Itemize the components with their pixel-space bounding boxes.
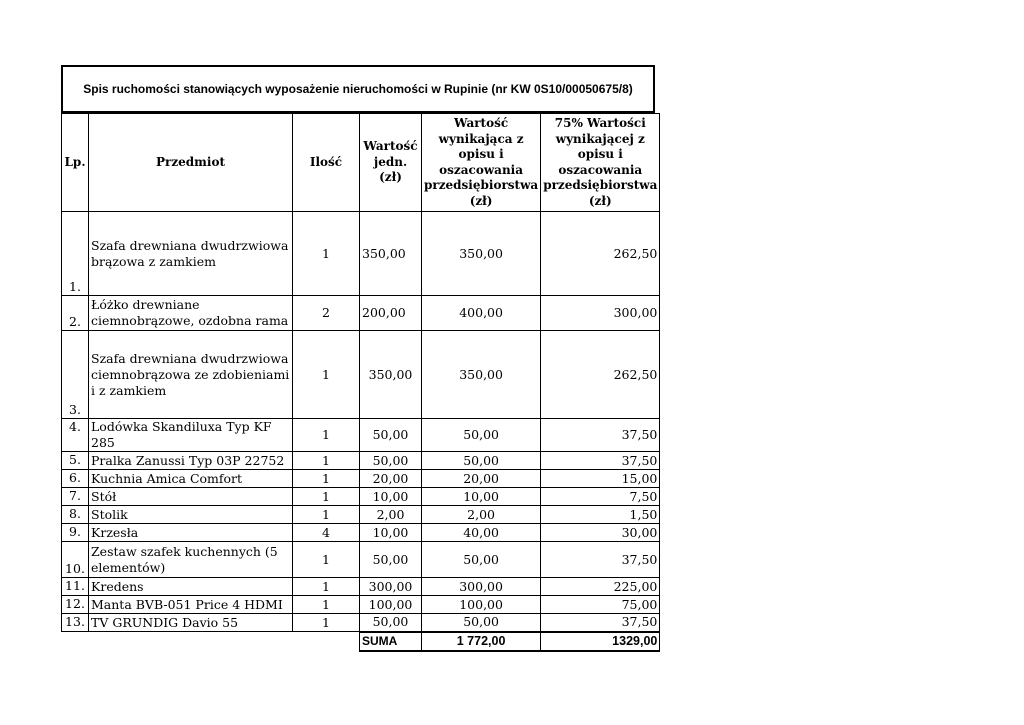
header-item: Przedmiot: [89, 114, 293, 212]
header-value-75: 75% Wartości wynikającej z opisu i oszacowania przedsiębiorstwa (zł): [541, 114, 660, 212]
row-value-75: 75,00: [541, 596, 660, 614]
sum-value: 1 772,00: [422, 632, 541, 651]
row-unit: 2,00: [360, 506, 422, 524]
row-unit: 100,00: [360, 596, 422, 614]
row-item: Pralka Zanussi Typ 03P 22752: [89, 452, 293, 470]
header-value: Wartość wynikająca z opisu i oszacowania przedsiębiorstwa (zł): [422, 114, 541, 212]
sum-spacer: [293, 632, 360, 651]
row-value: 20,00: [422, 470, 541, 488]
row-unit: 300,00: [360, 578, 422, 596]
table-row: [62, 470, 660, 488]
row-unit: 50,00: [360, 452, 422, 470]
row-value: 40,00: [422, 524, 541, 542]
row-value-75: 37,50: [541, 614, 660, 632]
row-item: Szafa drewniana dwudrzwiowa brązowa z zamkiem: [89, 212, 293, 296]
row-unit: 10,00: [360, 524, 422, 542]
row-lp: 7.: [62, 488, 89, 506]
row-lp: 11.: [62, 578, 89, 596]
sum-label: SUMA: [360, 632, 422, 651]
row-unit: 20,00: [360, 470, 422, 488]
row-qty: 1: [293, 470, 360, 488]
row-item: Szafa drewniana dwudrzwiowa ciemnobrązowa ze zdobieniami i z zamkiem: [89, 331, 293, 419]
row-unit: 50,00: [360, 542, 422, 578]
row-value-75: 262,50: [541, 212, 660, 296]
inventory-table: [61, 113, 660, 652]
row-value: 50,00: [422, 452, 541, 470]
row-qty: 1: [293, 331, 360, 419]
row-value-75: 7,50: [541, 488, 660, 506]
row-value-75: 30,00: [541, 524, 660, 542]
table-row: [62, 296, 660, 331]
row-qty: 1: [293, 506, 360, 524]
row-value-75: 37,50: [541, 452, 660, 470]
header-unit-value: Wartość jedn. (zł): [360, 114, 422, 212]
header-row: [62, 114, 660, 212]
row-unit: 50,00: [360, 614, 422, 632]
row-value: 10,00: [422, 488, 541, 506]
row-item: Manta BVB-051 Price 4 HDMI: [89, 596, 293, 614]
row-lp: 12.: [62, 596, 89, 614]
row-lp: 1.: [62, 212, 89, 296]
header-qty: Ilość: [293, 114, 360, 212]
row-lp: 3.: [62, 331, 89, 419]
table-row: [62, 524, 660, 542]
table-row: [62, 596, 660, 614]
table-row: [62, 331, 660, 419]
row-value-75: 15,00: [541, 470, 660, 488]
row-unit: 10,00: [360, 488, 422, 506]
row-item: Stół: [89, 488, 293, 506]
row-value-75: 37,50: [541, 419, 660, 452]
row-qty: 1: [293, 452, 360, 470]
row-unit: 200,00: [360, 296, 422, 331]
row-value: 2,00: [422, 506, 541, 524]
row-qty: 2: [293, 296, 360, 331]
row-qty: 1: [293, 578, 360, 596]
row-value: 50,00: [422, 542, 541, 578]
table-row: [62, 419, 660, 452]
row-qty: 1: [293, 488, 360, 506]
row-value-75: 225,00: [541, 578, 660, 596]
sum-row: [62, 632, 660, 651]
row-item: Zestaw szafek kuchennych (5 elementów): [89, 542, 293, 578]
row-value-75: 300,00: [541, 296, 660, 331]
row-value: 350,00: [422, 212, 541, 296]
row-qty: 4: [293, 524, 360, 542]
row-qty: 1: [293, 419, 360, 452]
row-lp: 6.: [62, 470, 89, 488]
row-lp: 13.: [62, 614, 89, 632]
row-value-75: 1,50: [541, 506, 660, 524]
row-item: Krzesła: [89, 524, 293, 542]
table-row: [62, 212, 660, 296]
sum-spacer: [89, 632, 293, 651]
table-row: [62, 452, 660, 470]
row-unit: 350,00: [360, 212, 422, 296]
document-title: Spis ruchomości stanowiących wyposażenie nieruchomości w Rupinie (nr KW 0S10/00050675/8): [61, 65, 655, 113]
row-lp: 9.: [62, 524, 89, 542]
table-row: [62, 488, 660, 506]
row-value: 50,00: [422, 419, 541, 452]
row-item: Stolik: [89, 506, 293, 524]
row-qty: 1: [293, 596, 360, 614]
row-item: TV GRUNDIG Davio 55: [89, 614, 293, 632]
row-item: Łóżko drewniane ciemnobrązowe, ozdobna rama: [89, 296, 293, 331]
row-value: 100,00: [422, 596, 541, 614]
row-lp: 5.: [62, 452, 89, 470]
row-lp: 8.: [62, 506, 89, 524]
row-lp: 10.: [62, 542, 89, 578]
row-item: Kredens: [89, 578, 293, 596]
row-item: Lodówka Skandiluxa Typ KF 285: [89, 419, 293, 452]
row-value: 350,00: [422, 331, 541, 419]
row-qty: 1: [293, 614, 360, 632]
table-row: [62, 578, 660, 596]
row-value-75: 37,50: [541, 542, 660, 578]
table-row: [62, 614, 660, 632]
sum-spacer: [62, 632, 89, 651]
row-value: 300,00: [422, 578, 541, 596]
row-lp: 4.: [62, 419, 89, 452]
row-value: 50,00: [422, 614, 541, 632]
row-lp: 2.: [62, 296, 89, 331]
table-row: [62, 542, 660, 578]
row-unit: 50,00: [360, 419, 422, 452]
row-qty: 1: [293, 212, 360, 296]
row-qty: 1: [293, 542, 360, 578]
table-row: [62, 506, 660, 524]
header-lp: Lp.: [62, 114, 89, 212]
row-value-75: 262,50: [541, 331, 660, 419]
sum-value-75: 1329,00: [541, 632, 660, 651]
row-unit: 350,00: [360, 331, 422, 419]
row-item: Kuchnia Amica Comfort: [89, 470, 293, 488]
row-value: 400,00: [422, 296, 541, 331]
